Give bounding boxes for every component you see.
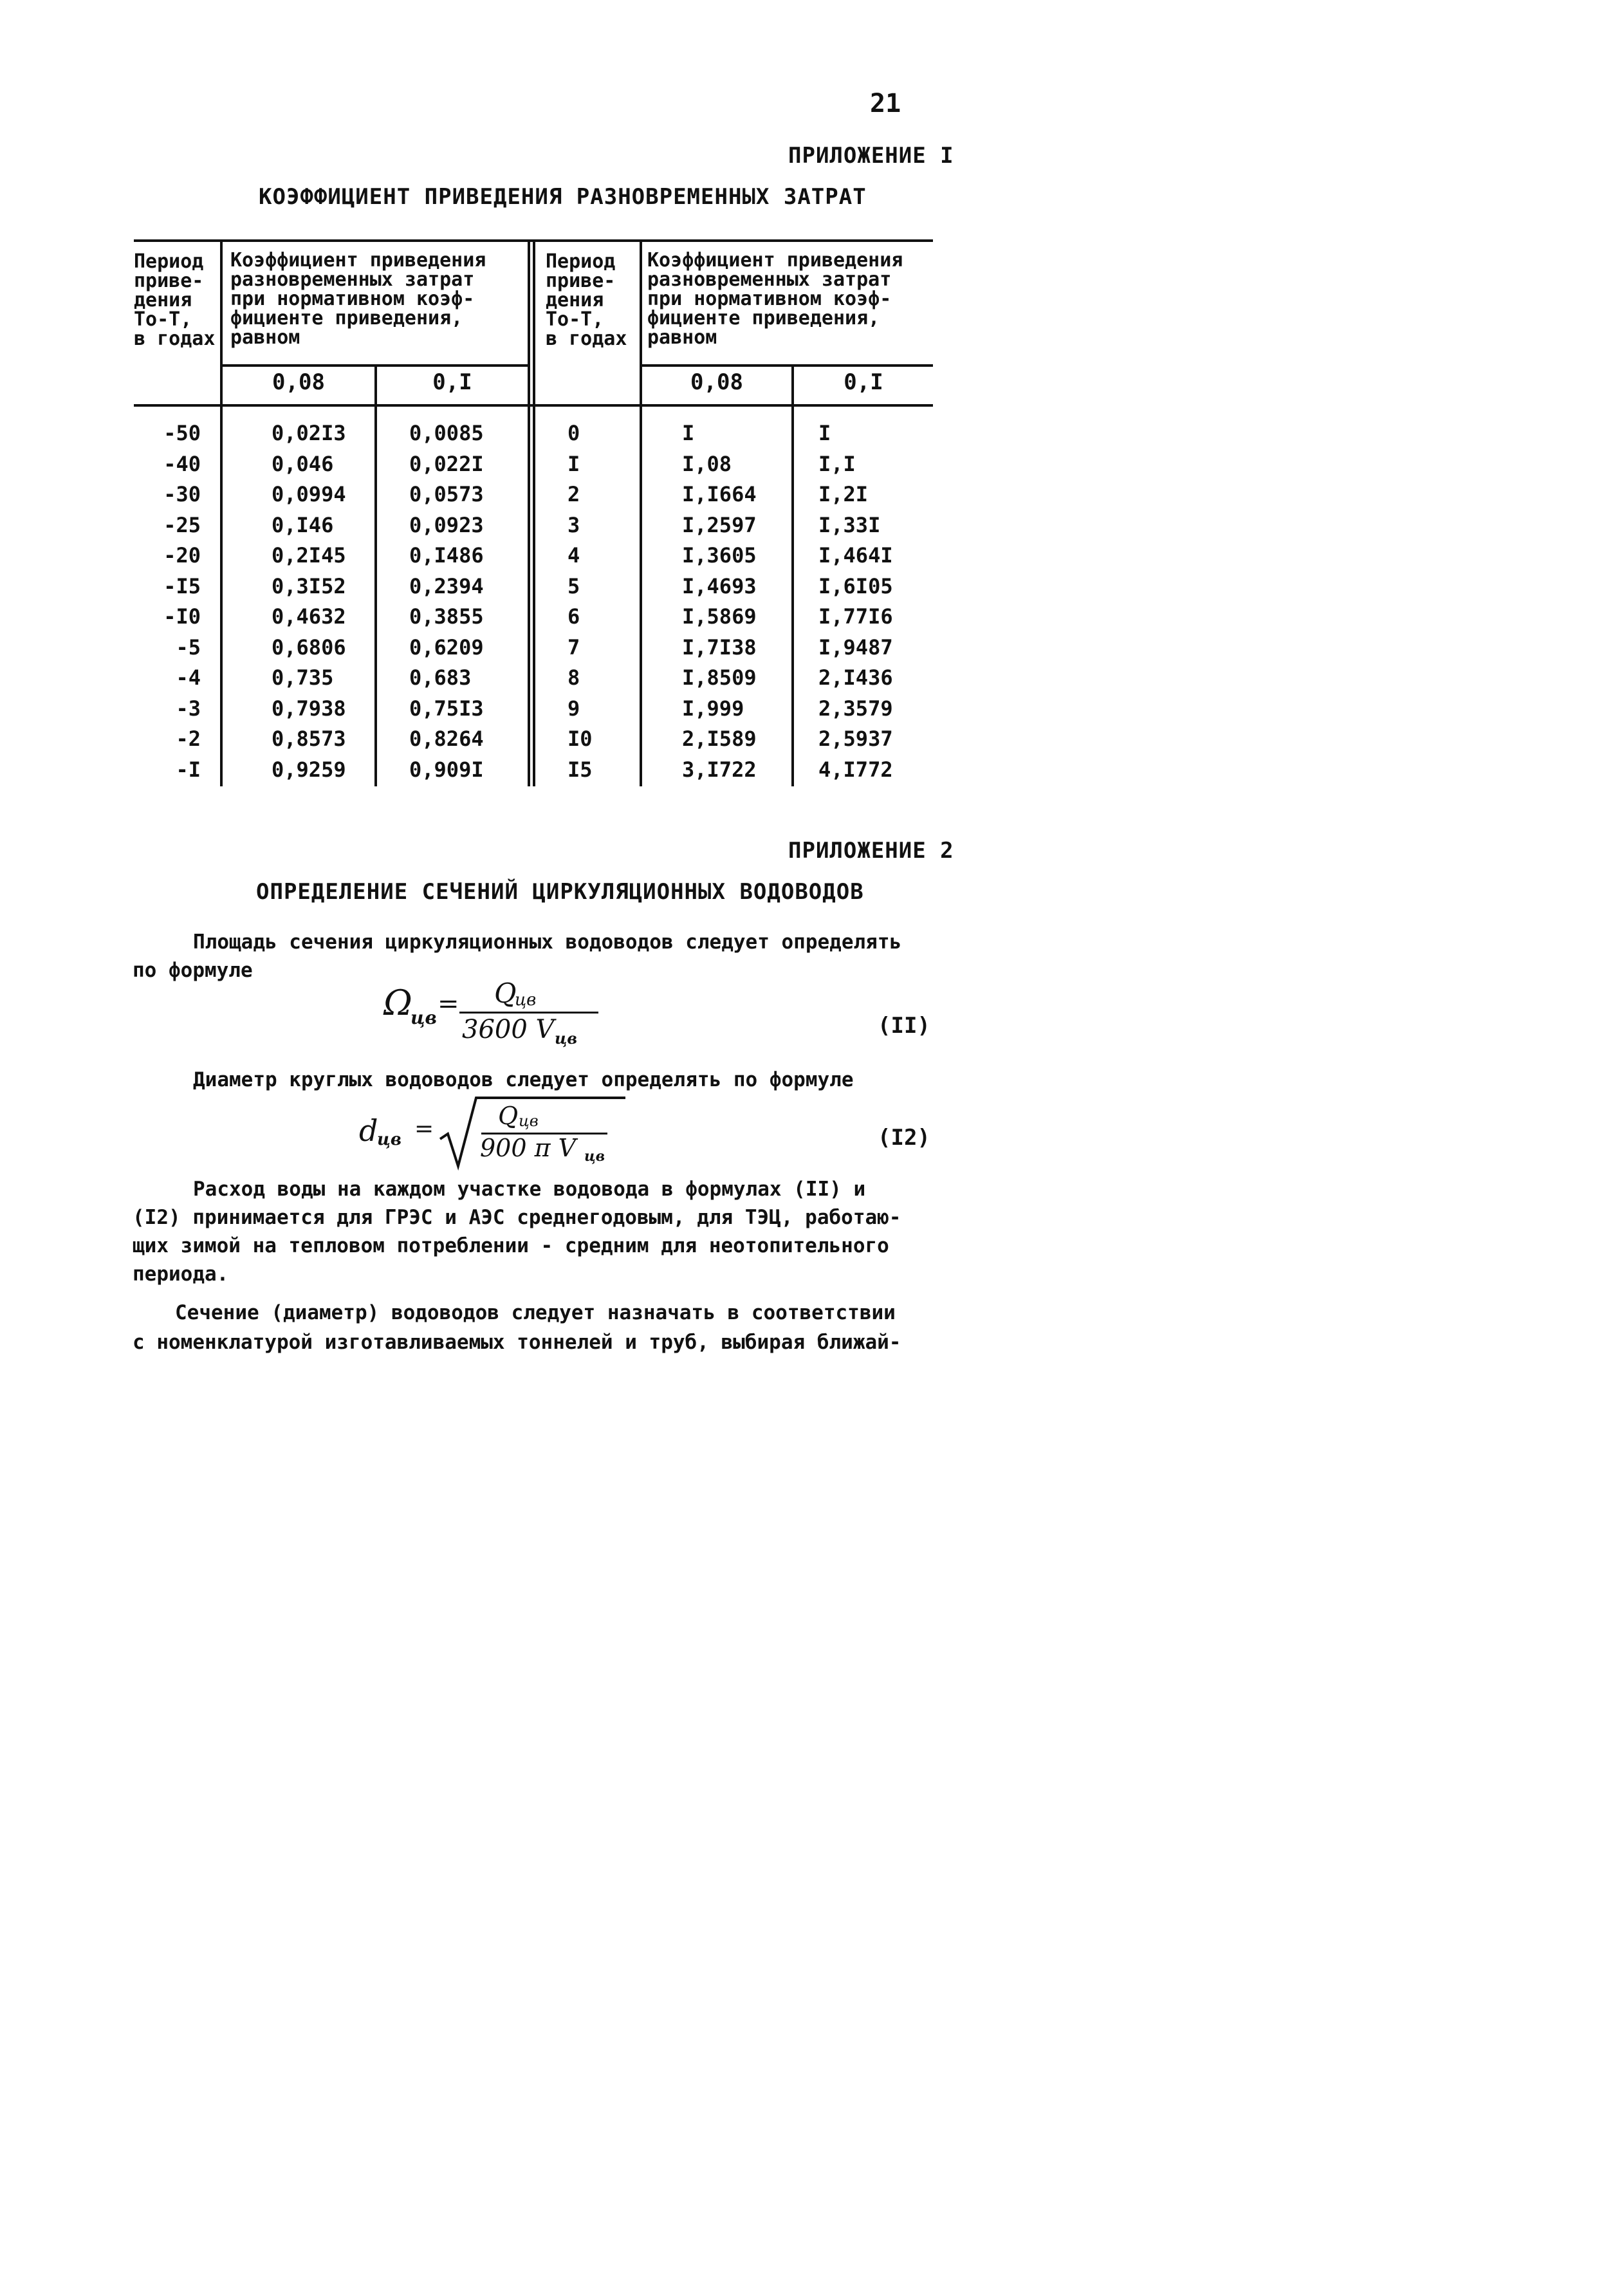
table-cell: 5	[567, 573, 580, 598]
formula-11-den-sub: цв	[555, 1029, 578, 1048]
table-cell: 0,0923	[409, 512, 484, 537]
subheader-left-01: 0,I	[432, 369, 472, 395]
table-cell: 0,8573	[272, 727, 346, 751]
table-cell: I0	[567, 727, 593, 751]
appendix-2-title: ОПРЕДЕЛЕНИЕ СЕЧЕНИЙ ЦИРКУЛЯЦИОННЫХ ВОДОВОДОВ	[256, 879, 864, 905]
subheader-right-01: 0,I	[844, 369, 883, 395]
paragraph-1-line-2: по формуле	[133, 959, 253, 982]
table-cell: I,3605	[682, 543, 757, 568]
table-cell: 0,0573	[409, 482, 484, 506]
table-cell: I,999	[682, 696, 744, 721]
table-cell: 0,7938	[272, 696, 346, 721]
table-cell: I,6I05	[818, 573, 893, 598]
table-cell: -40	[163, 451, 201, 476]
table-cell: 0,8264	[409, 727, 484, 751]
table-cell: 4	[567, 543, 580, 568]
table-cell: 2,I589	[682, 727, 757, 751]
paragraph-2: Диаметр круглых водоводов следует определять по формуле	[193, 1068, 854, 1091]
formula-12	[355, 1094, 625, 1171]
table-cell: 0,75I3	[409, 696, 484, 721]
column-left-period	[134, 418, 201, 785]
table-cell: I	[682, 421, 695, 445]
table-cell: 0,9259	[272, 757, 346, 782]
table-subheader-rule-right	[641, 364, 933, 367]
column-left-008	[272, 418, 374, 785]
table-cell: 0,6806	[272, 634, 346, 660]
table-cell: I,77I6	[818, 604, 893, 629]
formula-11-num: Q	[494, 977, 517, 1009]
table-cell: -4	[176, 665, 201, 690]
table-cell: 0,2I45	[272, 543, 346, 568]
subheader-right-008: 0,08	[690, 369, 743, 395]
formula-12-num-sub: цв	[519, 1112, 539, 1130]
table-cell: 6	[567, 604, 580, 629]
table-cell: 0,0994	[272, 482, 346, 506]
table-cell: -50	[163, 421, 201, 445]
column-left-01	[409, 418, 525, 785]
table-cell: 0,909I	[409, 757, 484, 782]
table-cell: I,33I	[818, 512, 881, 537]
paragraph-3-line-2: (I2) принимается для ГРЭС и АЭС среднегодовым, для ТЭЦ, работаю-	[133, 1206, 901, 1229]
table-cell: I5	[567, 757, 593, 782]
table-cell: 0,683	[409, 665, 472, 690]
table-cell: I,2I	[818, 482, 869, 506]
table-cell: 0,3855	[409, 604, 484, 629]
appendix-2-label: ПРИЛОЖЕНИЕ 2	[788, 838, 954, 864]
table-cell: I,2597	[682, 512, 757, 537]
formula-11-fraction-bar	[459, 1012, 598, 1014]
table-cell: I,7I38	[682, 634, 757, 660]
formula-11	[380, 975, 611, 1046]
formula-11-eq: =	[438, 989, 459, 1019]
column-right-01	[818, 418, 932, 785]
table-cell: 8	[567, 665, 580, 690]
table-cell: 0,6209	[409, 634, 484, 660]
paragraph-4-line-1: Сечение (диаметр) водоводов следует назначать в соответствии	[175, 1301, 896, 1324]
table-cell: I,I	[818, 451, 856, 476]
table-cell: 3	[567, 512, 580, 537]
table-cell: I,08	[682, 451, 732, 476]
table-cell: 4,I772	[818, 757, 893, 782]
table-cell: I,I664	[682, 482, 757, 506]
table-cell: 7	[567, 634, 580, 660]
formula-12-lhs: d	[359, 1113, 378, 1148]
formula-11-den: 3600 V	[462, 1015, 555, 1044]
table-cell: 0,I486	[409, 543, 484, 568]
table-cell: I	[567, 451, 580, 476]
table-cell: 0	[567, 421, 580, 445]
table-cell: I,464I	[818, 543, 893, 568]
table-cell: 3,I722	[682, 757, 757, 782]
formula-12-eq: =	[414, 1116, 434, 1142]
table-cell: -25	[163, 512, 201, 537]
table-cell: 0,2394	[409, 573, 484, 598]
table-cell: I,4693	[682, 573, 757, 598]
header-coef-right: Коэффициент приведения разновременных затрат при нормативном коэф- фициенте приведения, равном	[647, 249, 903, 349]
appendix-1-label: ПРИЛОЖЕНИЕ I	[788, 143, 954, 169]
paragraph-4-line-2: с номенклатурой изготавливаемых тоннелей и труб, выбирая ближай-	[133, 1331, 901, 1354]
table-cell: 0,02I3	[272, 421, 346, 445]
table-cell: 0,4632	[272, 604, 346, 629]
table-cell: 0,3I52	[272, 573, 346, 598]
equation-number-11: (II)	[878, 1013, 930, 1039]
table-cell: -I0	[163, 604, 201, 629]
table-cell: 2,I436	[818, 665, 893, 690]
column-right-period	[567, 418, 625, 785]
header-coef-left: Коэффициент приведения разновременных затрат при нормативном коэф- фициенте приведения, равном	[230, 249, 486, 349]
formula-12-lhs-sub: цв	[377, 1130, 401, 1149]
table-vrule-3a	[528, 239, 530, 786]
table-cell: -2	[176, 727, 201, 751]
table-cell: -3	[176, 696, 201, 721]
table-vrule-5	[791, 364, 794, 786]
coefficient-table	[134, 239, 933, 786]
column-right-008	[682, 418, 789, 785]
table-cell: -30	[163, 482, 201, 506]
table-vrule-2	[374, 364, 377, 786]
table-vrule-3b	[533, 239, 535, 786]
formula-11-lhs: Ω	[383, 983, 412, 1023]
table-cell: I	[818, 421, 831, 445]
formula-11-lhs-sub: цв	[411, 1007, 437, 1028]
table-cell: 0,046	[272, 451, 334, 476]
table-vrule-4	[640, 239, 642, 786]
formula-12-den-sub: цв	[584, 1148, 605, 1165]
appendix-1-title: КОЭФФИЦИЕНТ ПРИВЕДЕНИЯ РАЗНОВРЕМЕННЫХ ЗАТРАТ	[259, 184, 867, 210]
table-cell: -I5	[163, 573, 201, 598]
table-cell: I,9487	[818, 634, 893, 660]
table-cell: I,5869	[682, 604, 757, 629]
table-cell: 0,735	[272, 665, 334, 690]
formula-12-num: Q	[498, 1102, 519, 1130]
table-cell: I,8509	[682, 665, 757, 690]
table-cell: 0,0085	[409, 421, 484, 445]
table-cell: 2,3579	[818, 696, 893, 721]
table-cell: -20	[163, 543, 201, 568]
paragraph-3-line-1: Расход воды на каждом участке водовода в формулах (II) и	[193, 1178, 866, 1201]
header-period-right: Период приве- дения То-Т, в годах	[546, 250, 627, 350]
equation-number-12: (I2)	[878, 1125, 930, 1151]
formula-12-den: 900 π V	[480, 1134, 577, 1162]
table-vrule-1	[220, 239, 223, 786]
table-cell: 9	[567, 696, 580, 721]
paragraph-3-line-4: периода.	[133, 1263, 229, 1286]
table-cell: -5	[176, 634, 201, 660]
header-period-left: Период приве- дения То-Т, в годах	[134, 250, 216, 350]
table-cell: 0,I46	[272, 512, 334, 537]
table-cell: 2	[567, 482, 580, 506]
paragraph-1-line-1: Площадь сечения циркуляционных водоводов следует определять	[193, 931, 902, 954]
table-cell: 0,022I	[409, 451, 484, 476]
paragraph-3-line-3: щих зимой на тепловом потреблении - средним для неотопительного	[133, 1234, 889, 1257]
subheader-left-008: 0,08	[272, 369, 325, 395]
table-cell: 2,5937	[818, 727, 893, 751]
table-cell: -I	[176, 757, 201, 782]
formula-11-num-sub: цв	[515, 990, 537, 1010]
page-number: 21	[870, 89, 901, 118]
